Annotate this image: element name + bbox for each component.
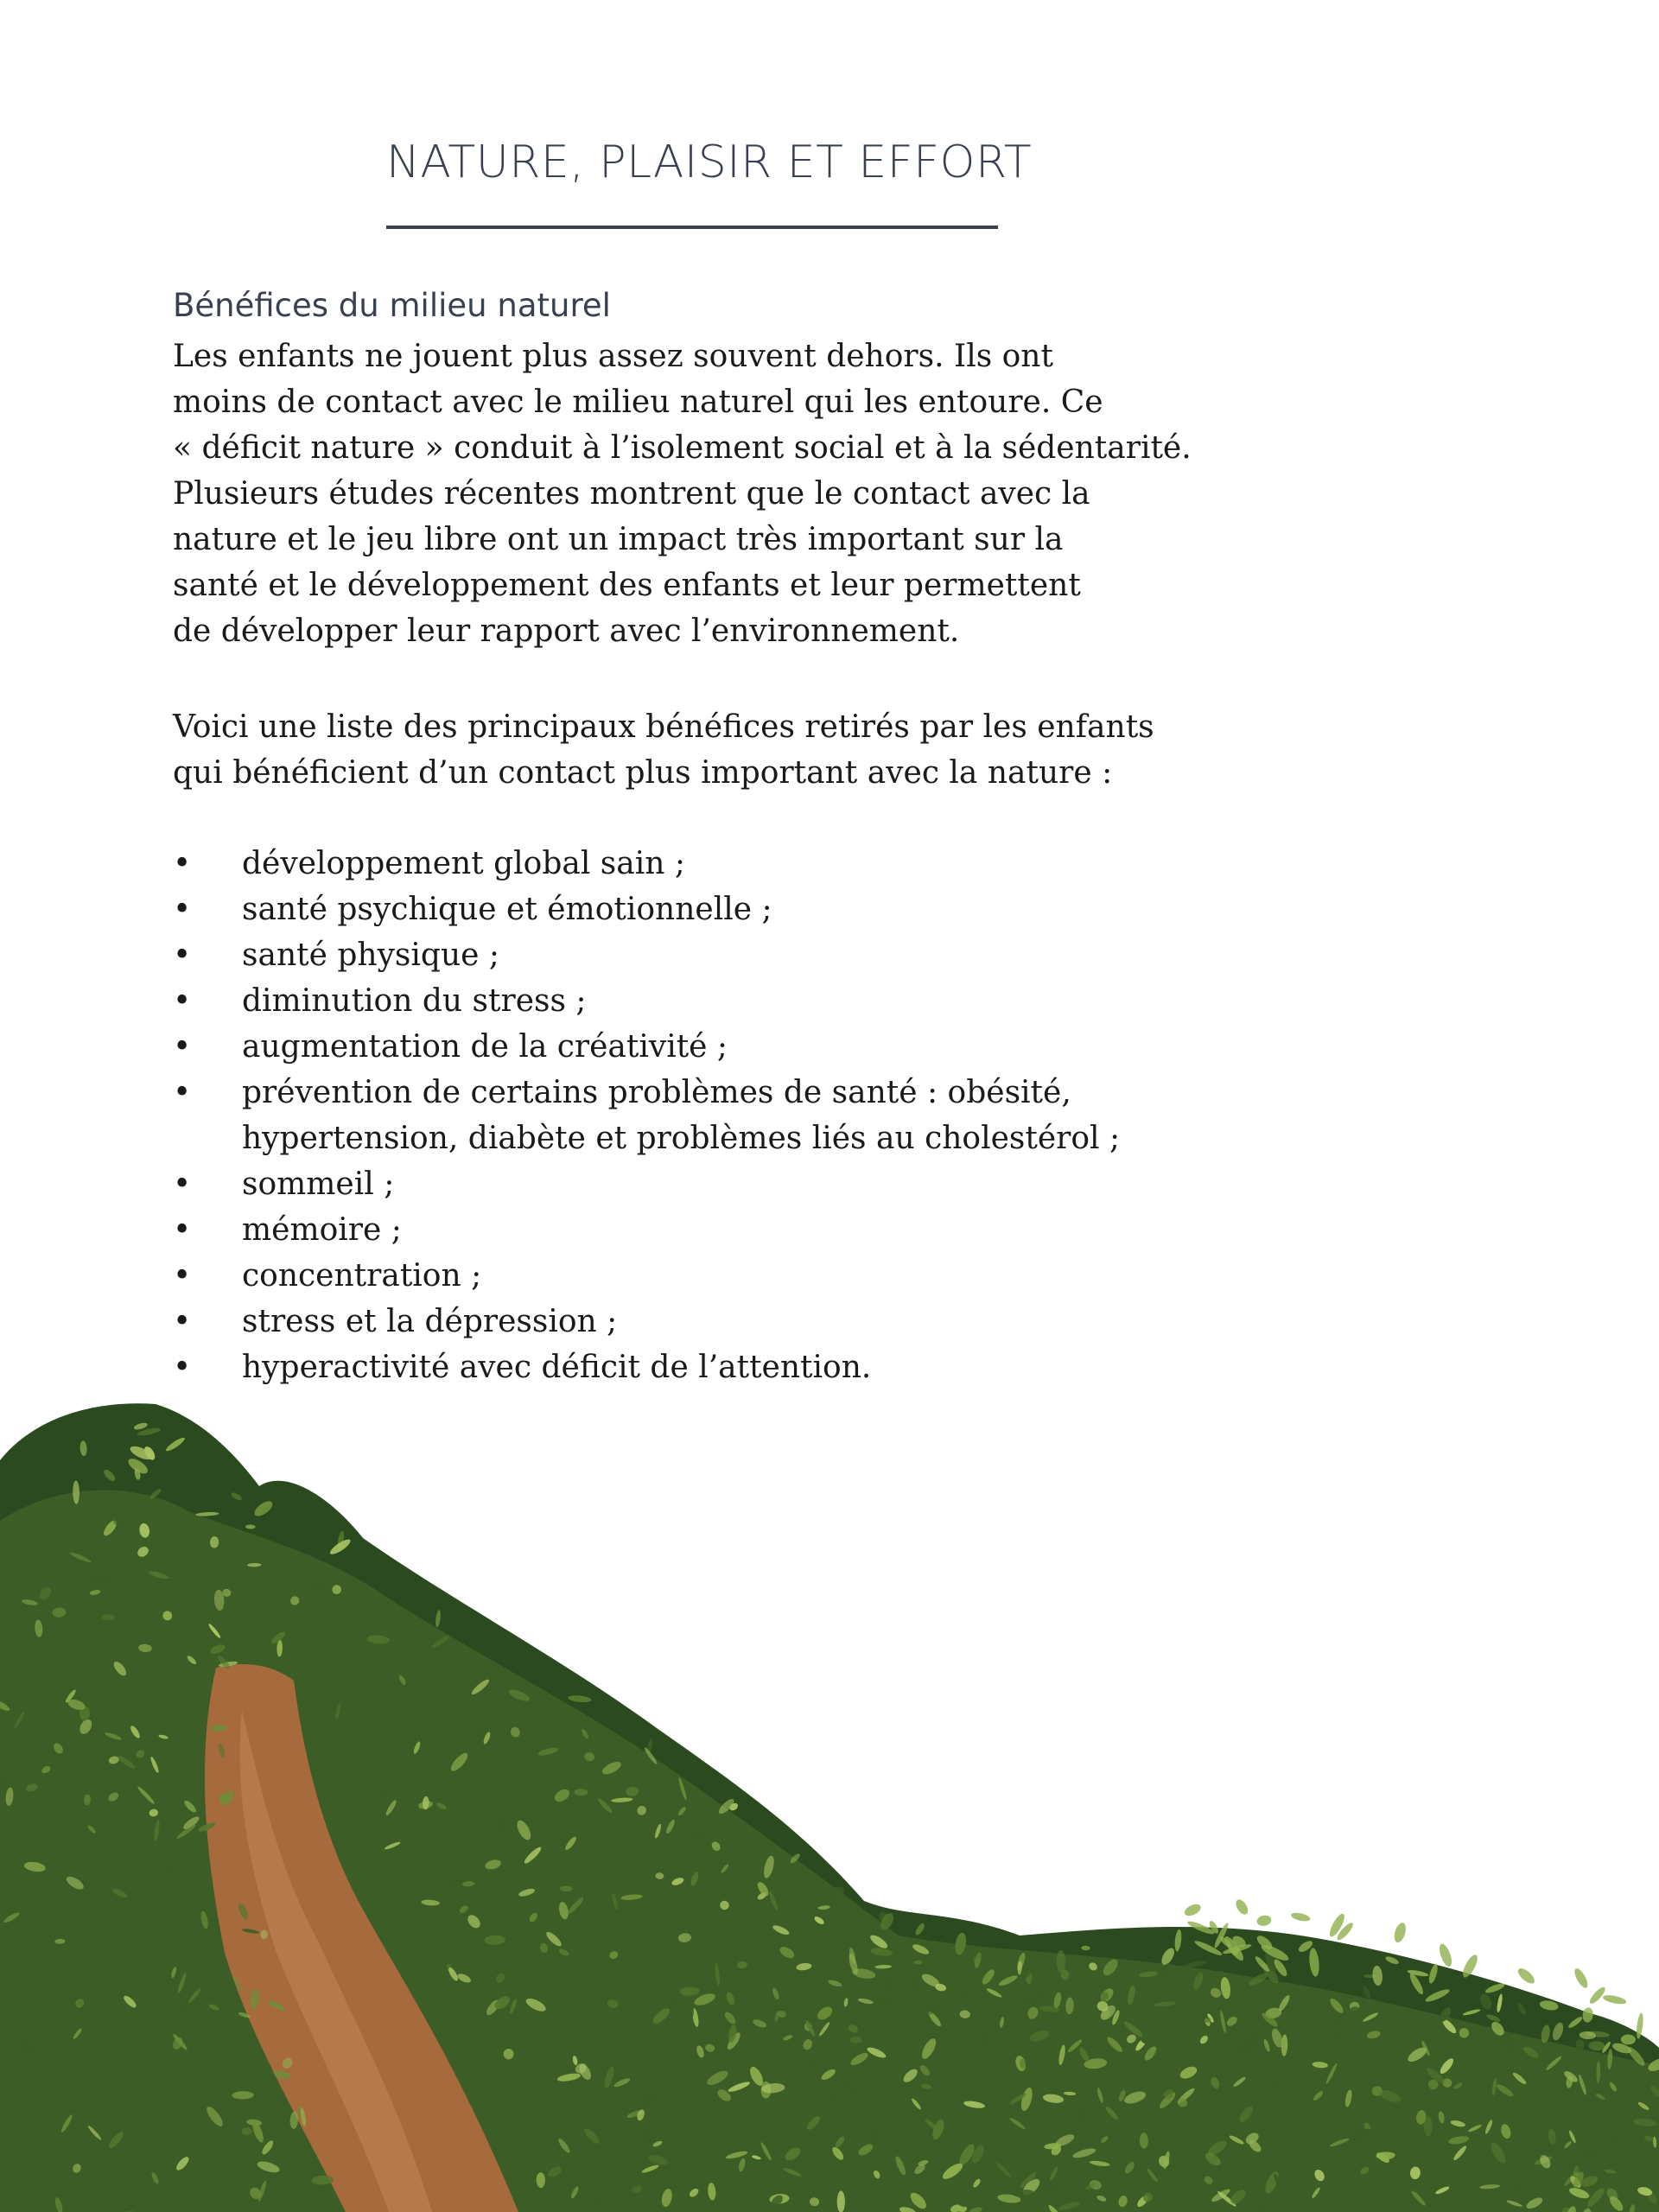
list-item-text: santé physique ; xyxy=(242,938,500,973)
leaf xyxy=(1516,1966,1537,1986)
list-item-text: augmentation de la créativité ; xyxy=(242,1029,728,1065)
paragraph-line: de développer leur rapport avec l’environnement. xyxy=(173,613,960,649)
paragraph-line: qui bénéficient d’un contact plus important avec la nature : xyxy=(173,755,1113,791)
list-item xyxy=(173,887,1210,932)
paragraph-line: Plusieurs études récentes montrent que le contact avec la xyxy=(173,476,1090,512)
leaf xyxy=(1290,1911,1311,1923)
list-item xyxy=(173,1024,1210,1070)
list-item-text: mémoire ; xyxy=(242,1212,402,1248)
title-underline xyxy=(386,226,998,229)
paragraph-line: moins de contact avec le milieu naturel qui les entoure. Ce xyxy=(173,385,1103,420)
paragraph-line: Voici une liste des principaux bénéfices retirés par les enfants xyxy=(173,709,1154,745)
list-item xyxy=(173,1161,1210,1207)
list-item-text: hyperactivité avec déficit de l’attention. xyxy=(242,1350,872,1385)
list-item xyxy=(173,1207,1210,1253)
bullet-glyph: • xyxy=(173,1212,192,1248)
list-item xyxy=(173,1299,1210,1344)
leaf xyxy=(1602,1993,1627,2005)
list-item-text: concentration ; xyxy=(242,1258,482,1294)
page-title: NATURE, PLAISIR ET EFFORT xyxy=(386,137,1033,188)
bullet-glyph: • xyxy=(173,1029,192,1065)
list-item xyxy=(173,932,1210,978)
list-item xyxy=(173,1253,1210,1299)
leaf xyxy=(1437,1942,1454,1968)
leaf xyxy=(560,1886,572,1891)
list-item-text: sommeil ; xyxy=(242,1166,395,1202)
bullet-glyph: • xyxy=(173,938,192,973)
leaf xyxy=(849,2037,862,2044)
list-item-text: prévention de certains problèmes de santé : obésité, xyxy=(242,1075,1071,1110)
list-item xyxy=(173,978,1210,1024)
leaf xyxy=(1256,1914,1273,1927)
bullet-glyph: • xyxy=(173,892,192,927)
list-item xyxy=(173,841,1210,887)
bullet-glyph: • xyxy=(173,1350,192,1385)
leaf xyxy=(1183,1902,1203,1918)
bullet-glyph: • xyxy=(173,1075,192,1110)
list-item-text: développement global sain ; xyxy=(242,846,686,881)
benefits-list xyxy=(173,841,1210,1390)
list-intro-paragraph xyxy=(173,704,1192,796)
list-item xyxy=(173,1070,1210,1161)
paragraph-line: nature et le jeu libre ont un impact très important sur la xyxy=(173,522,1064,557)
paragraph-line: Les enfants ne jouent plus assez souvent dehors. Ils ont xyxy=(173,339,1053,374)
bullet-glyph: • xyxy=(173,983,192,1019)
section-subheading: Bénéfices du milieu naturel xyxy=(173,287,611,324)
leaf xyxy=(1392,1922,1408,1944)
bullet-glyph: • xyxy=(173,1304,192,1339)
paragraph-line: « déficit nature » conduit à l’isolement social et à la sédentarité. xyxy=(173,430,1192,466)
list-item-text: diminution du stress ; xyxy=(242,983,587,1019)
leaf xyxy=(837,2190,845,2212)
paragraph-line: santé et le développement des enfants et leur permettent xyxy=(173,568,1081,603)
intro-paragraph xyxy=(173,334,1192,654)
list-item-text: stress et la dépression ; xyxy=(242,1304,618,1339)
leaf xyxy=(1572,1967,1590,1990)
list-item-text: santé psychique et émotionnelle ; xyxy=(242,892,772,927)
bullet-glyph: • xyxy=(173,1166,192,1202)
bullet-glyph: • xyxy=(173,1258,192,1294)
leaf xyxy=(1587,1985,1607,2005)
bullet-glyph: • xyxy=(173,846,192,881)
leaf xyxy=(1234,1897,1250,1916)
list-item-text: hypertension, diabète et problèmes liés au cholestérol ; xyxy=(242,1121,1121,1156)
forest-path-illustration xyxy=(0,1382,1659,2212)
